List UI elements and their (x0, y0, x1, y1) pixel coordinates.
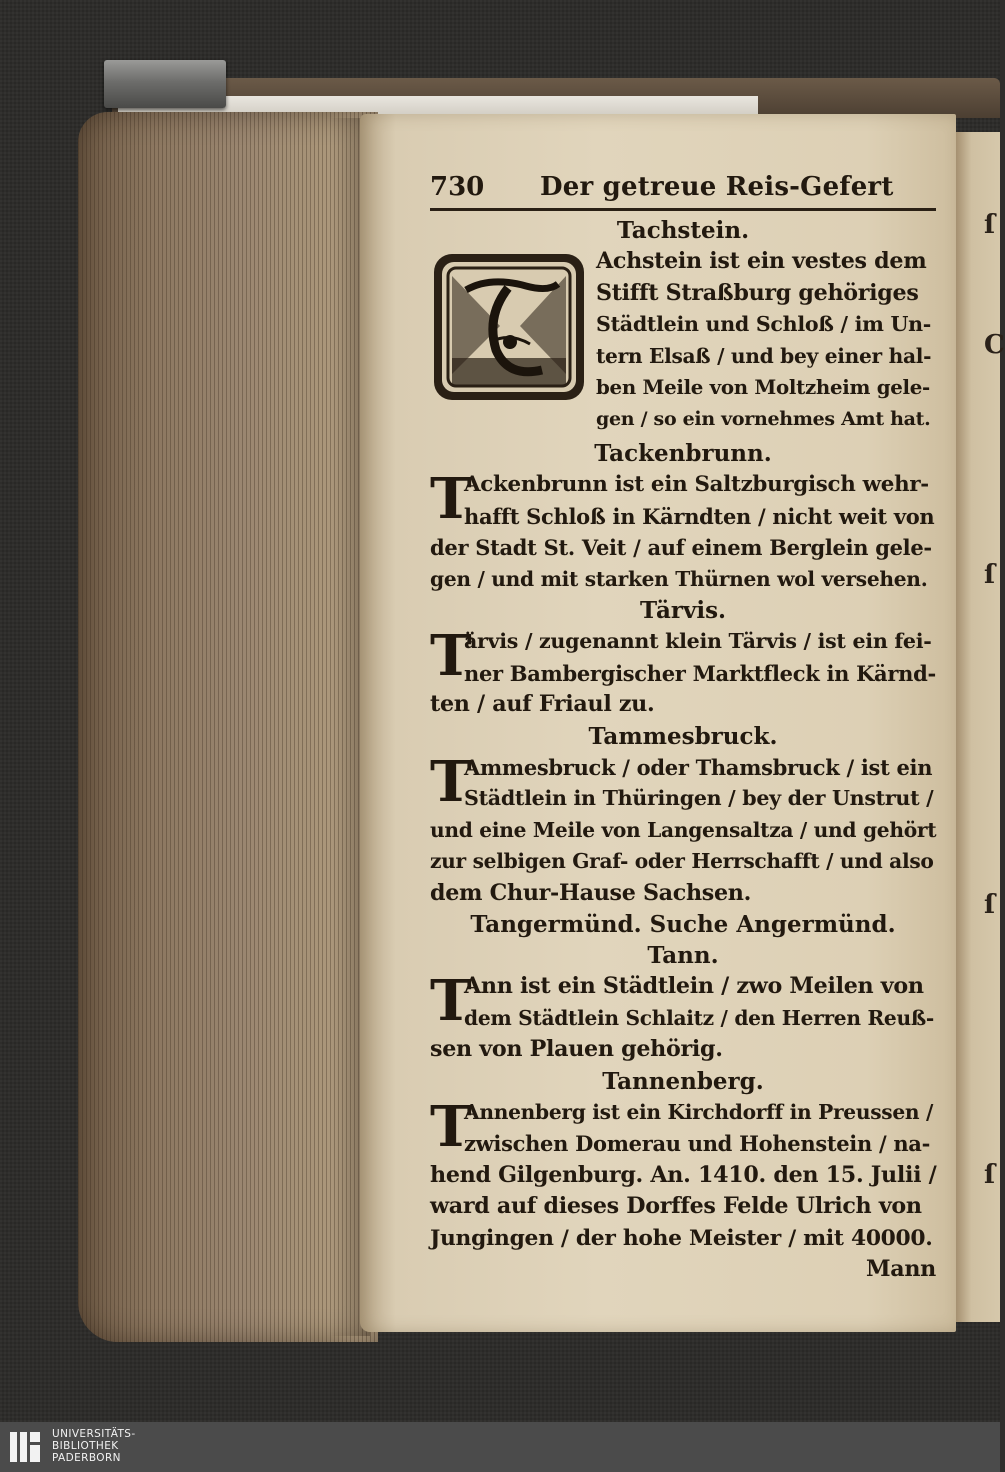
page-number: 730 (430, 172, 485, 202)
catchword: Mann (866, 1256, 936, 1282)
entry (430, 968, 936, 1066)
entry-line: Städtlein und Schloß / im Un- (596, 312, 932, 336)
metal-clip (104, 60, 226, 108)
page-text (430, 170, 936, 1286)
entry-line: der Stadt St. Veit / auf einem Berglein gele- (430, 535, 932, 560)
entry-line: gen / so ein vornehmes Amt hat. (596, 407, 931, 430)
facing-page-fragment: ſ (984, 560, 996, 590)
cross-reference: Tangermünd. Suche Angermünd. (470, 911, 896, 938)
entry-line: ben Meile von Moltzheim gele- (596, 375, 930, 399)
next-page-edge (956, 132, 1000, 1322)
entry (430, 466, 936, 595)
entry-heading: Tann. (647, 942, 719, 969)
drop-initial: T (430, 466, 472, 532)
facing-page-fragment: ſ (984, 890, 996, 920)
drop-initial: T (430, 748, 472, 815)
entry (430, 748, 937, 910)
library-name-line: BIBLIOTHEK (52, 1440, 119, 1452)
drop-initial: T (430, 623, 472, 689)
decorative-initial-t (430, 246, 588, 408)
entry-line: Ammesbruck / oder Thamsbruck / ist ein (464, 754, 933, 780)
library-name-line: UNIVERSITÄTS- (52, 1428, 136, 1440)
entry-line: hafft Schloß in Kärndten / nicht weit von (464, 503, 935, 529)
entry-line: gen / und mit starken Thürnen wol versehen. (430, 566, 928, 591)
library-logo-icon (8, 1430, 42, 1464)
entry-line: ärvis / zugenannt klein Tärvis / ist ein fei- (464, 629, 932, 653)
entry-line: dem Chur-Hause Sachsen. (430, 879, 752, 906)
entry-line: sen von Plauen gehörig. (430, 1036, 723, 1062)
entry-line: dem Städtlein Schlaitz / den Herren Reuß- (464, 1005, 934, 1030)
entry-heading: Tärvis. (639, 597, 727, 624)
entry (430, 623, 936, 721)
facing-page-fragment: ſ (984, 1160, 996, 1190)
drop-initial: T (430, 1093, 472, 1160)
entry-line: und eine Meile von Langensaltza / und gehört (430, 817, 937, 842)
entry-line: Jungingen / der hohe Meister / mit 40000. (430, 1225, 933, 1251)
facing-page-fragment: ſ (984, 210, 996, 240)
entry (430, 1093, 937, 1255)
entry-line: Achstein ist ein vestes dem (596, 248, 927, 274)
entry-line: Stifft Straßburg gehöriges (596, 279, 919, 306)
entry-line: Ackenbrunn ist ein Saltzburgisch wehr- (464, 472, 929, 497)
entry-line: Ann ist ein Städtlein / zwo Meilen von (464, 973, 924, 999)
running-title: Der getreue Reis-Gefert (540, 172, 894, 202)
entry-line: zur selbigen Graf- oder Herrschafft / und also (430, 849, 934, 873)
entry (430, 246, 936, 438)
library-footer (0, 1422, 1000, 1472)
entry-line: hend Gilgenburg. An. 1410. den 15. Julii / (430, 1161, 937, 1188)
drop-initial: T (430, 968, 472, 1034)
entry-line: ten / auf Friaul zu. (430, 691, 655, 717)
entry-line: ner Bambergischer Marktfleck in Kärnd- (464, 660, 936, 686)
entry-line: zwischen Domerau und Hohenstein / na- (464, 1131, 931, 1156)
entry-line: Städtlein in Thüringen / bey der Unstrut / (464, 786, 934, 810)
entry-line: tern Elsaß / und bey einer hal- (596, 343, 932, 368)
entry-line: Annenberg ist ein Kirchdorff in Preussen / (464, 1099, 934, 1124)
entry-heading: Tachstein. (616, 217, 750, 244)
entry-heading: Tackenbrunn. (594, 440, 772, 467)
page-header (430, 170, 936, 211)
entry-heading: Tammesbruck. (588, 722, 778, 750)
library-name-line: PADERBORN (52, 1452, 121, 1464)
entry-line: ward auf dieses Dorffes Felde Ulrich von (430, 1193, 922, 1219)
entry-heading: Tannenberg. (602, 1067, 764, 1095)
facing-page-fragment: C (984, 330, 1005, 360)
